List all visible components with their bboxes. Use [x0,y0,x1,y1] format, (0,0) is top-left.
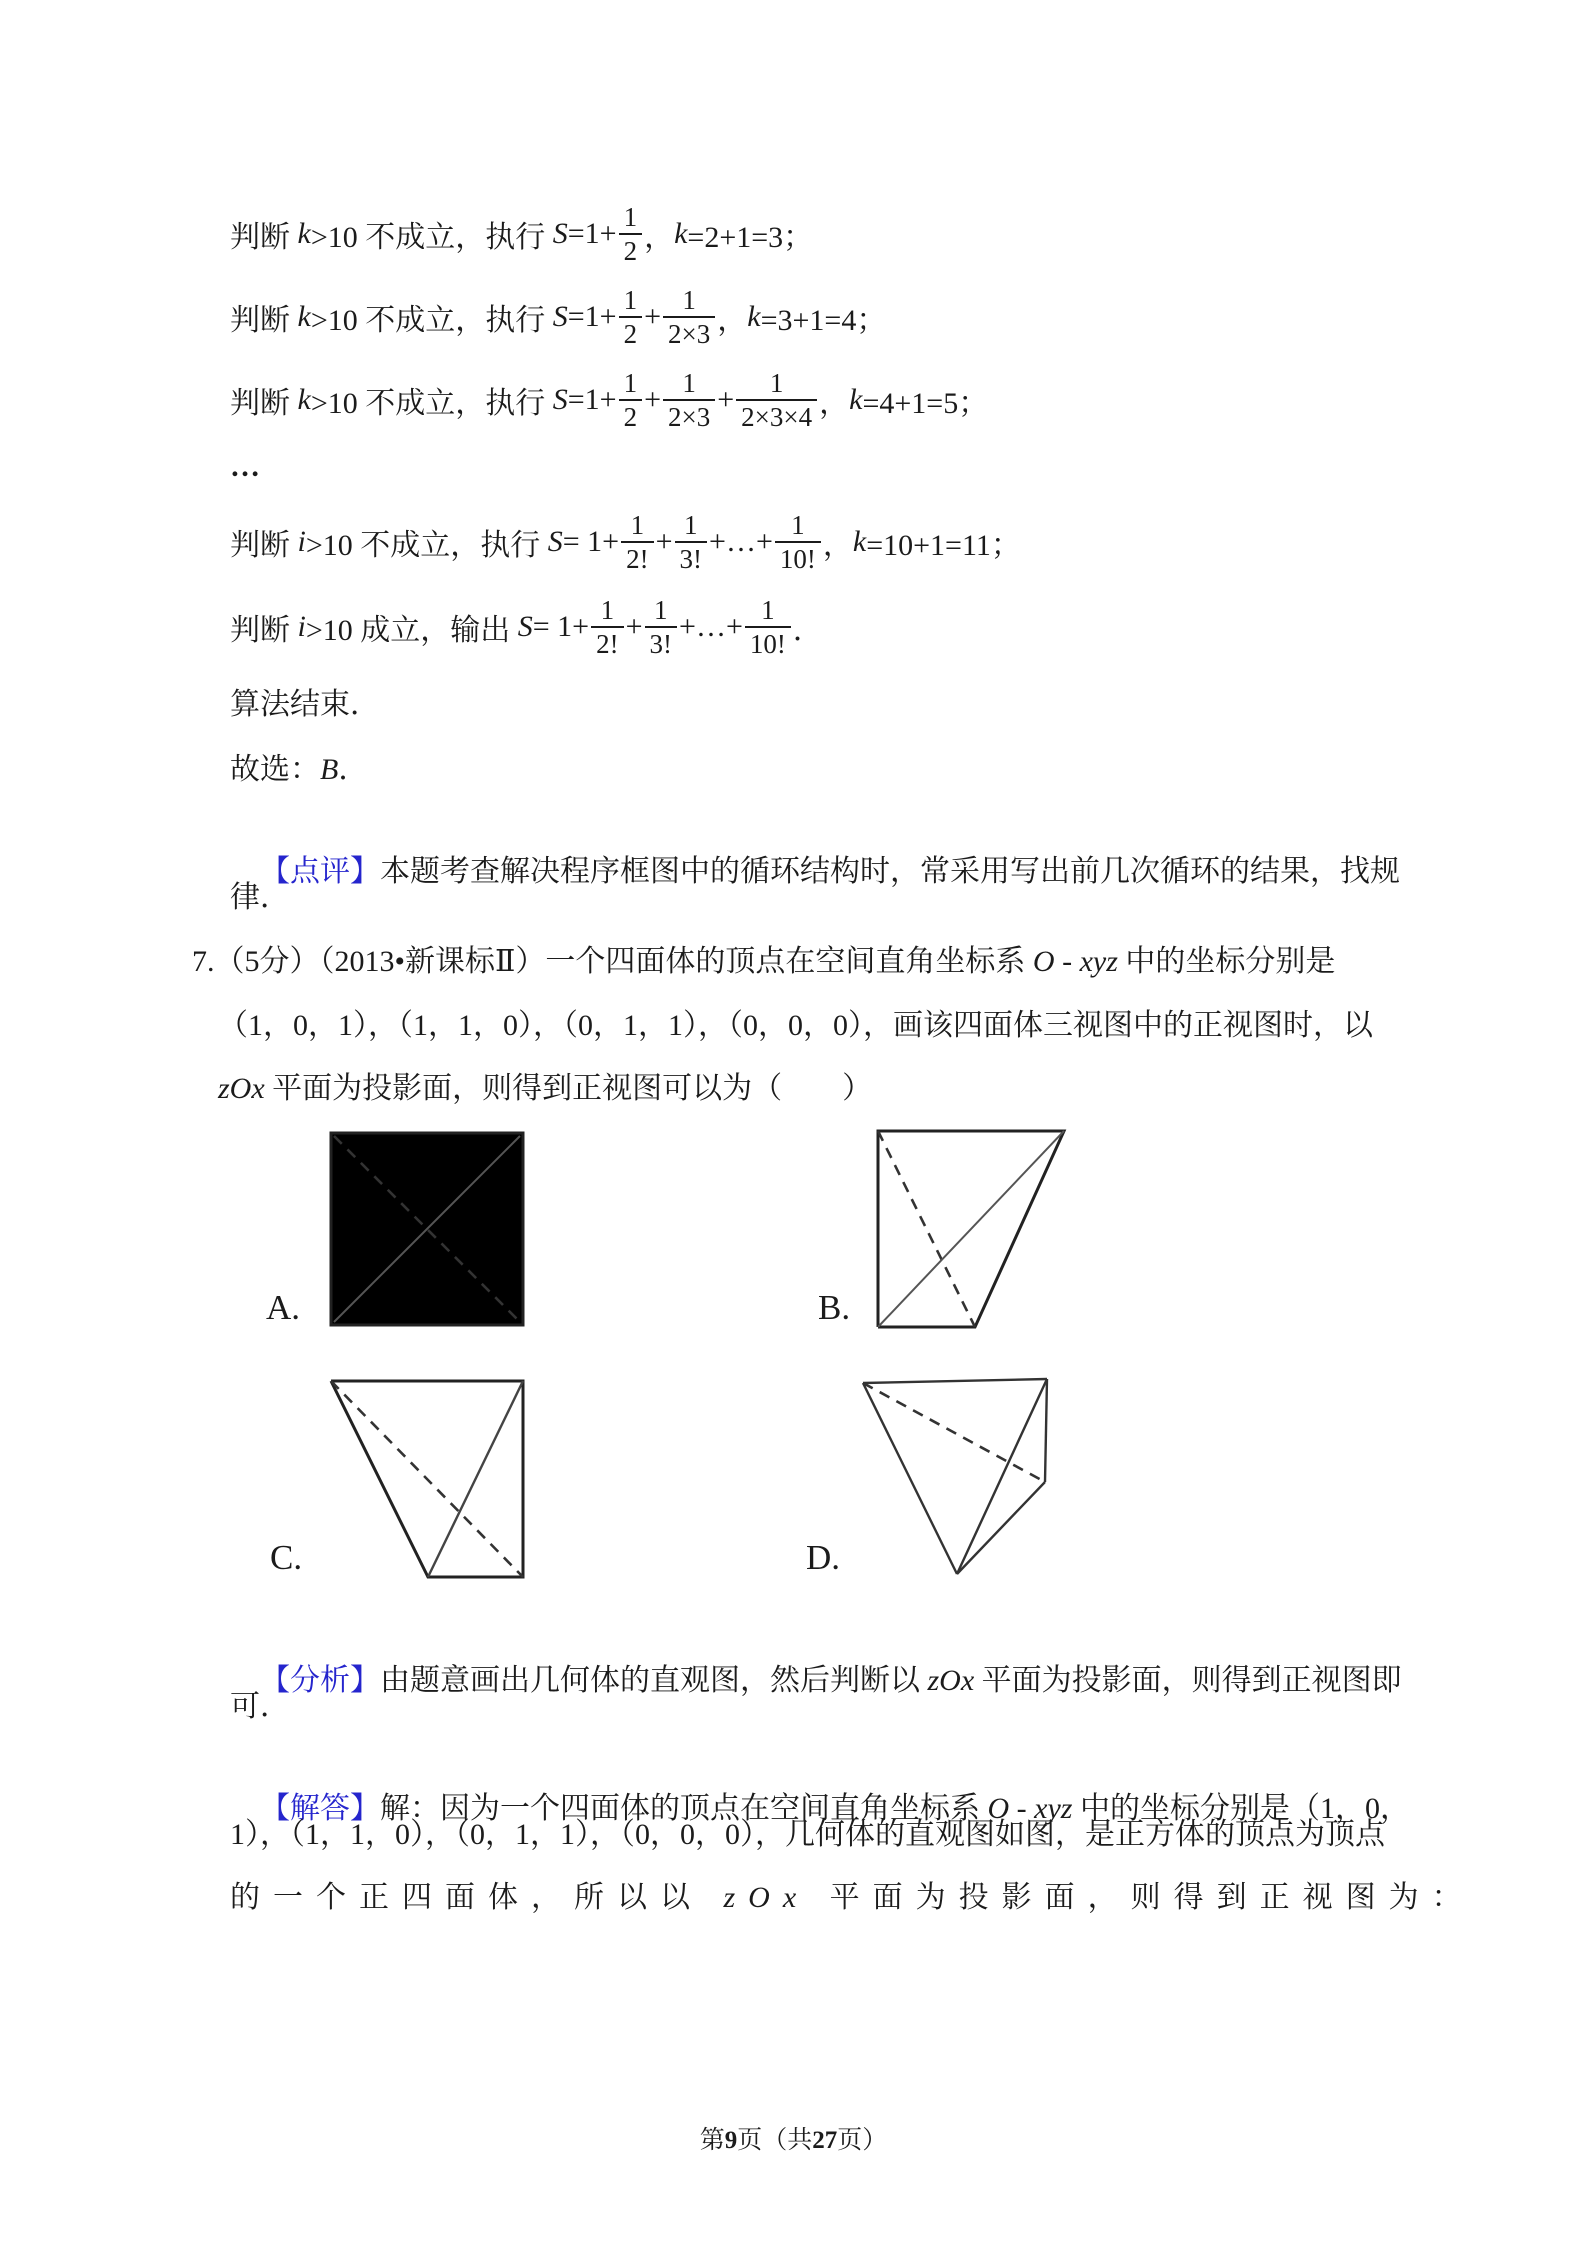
dashed-hidden-edge [863,1383,1045,1482]
algorithm-end-line: 算法结束． [230,688,380,721]
option-b-figure [875,1128,1071,1330]
option-a-label: A. [266,1288,301,1327]
answer-line-justified: 的一个正四面体，所以以 zOx 平面为投影面，则得到正视图为： [230,1881,1475,1914]
solution-step-line: 判断 k >10 不成立，执行 S =1+ $\frac{1}{2}$ ， k =2+1=3； [230,201,814,266]
answer-line-continuation: 1），（1，1，0），（0，1，1），（0，0，0），几何体的直观图如图，是正方体的顶点为顶点 [230,1818,1385,1851]
solid-diagonal [428,1381,523,1577]
solution-step-line: 判断 k >10 不成立，执行 S =1+ $\frac{1}{2}$ + $\frac{1}{2\times 3}$ + $\frac{1}{2\times 3\times 4}$ ， k =4+1=5； [230,367,989,432]
question-line: 7.（5分）（2013•新课标Ⅱ）一个四面体的顶点在空间直角坐标系 O - xyz 中的坐标分别是 [192,945,1336,978]
analysis-label: 【分析】 [260,1664,380,1697]
answer-text: 解：因为一个四面体的顶点在空间直角坐标系 O - xyz 中的坐标分别是（1，0， [380,1792,1410,1825]
left-slant-edge [863,1383,957,1574]
fraction: $\frac{1}{2\times 3}$ [663,286,715,349]
comment-label: 【点评】 [260,855,380,888]
fraction: $\frac{1}{3!}$ [645,596,678,659]
option-c-label: C. [270,1538,303,1577]
fraction: $\frac{1}{2!}$ [591,596,624,659]
solid-diagonal [878,1131,1064,1327]
lower-right-edge [957,1482,1045,1574]
option-d-label: D. [806,1538,841,1577]
answer-choice-line: 故选：B． [230,753,369,786]
fraction: $\frac{1}{10!}$ [775,511,821,574]
analysis-text: 由题意画出几何体的直观图，然后判断以 zOx 平面为投影面，则得到正视图即 [380,1664,1402,1697]
comment-line-continuation: 律． [230,881,290,914]
analysis-line [230,1624,1402,1738]
option-a-figure [328,1130,526,1328]
fraction: $\frac{1}{2\times 3}$ [663,369,715,432]
fraction: $\frac{1}{10!}$ [745,596,791,659]
solution-step-line: 判断 k >10 不成立，执行 S =1+ $\frac{1}{2}$ + $\frac{1}{2\times 3}$ ， k =3+1=4； [230,284,887,349]
solution-step-line: 判断 i >10 不成立，执行 S = 1+ $\frac{1}{2!}$ + $\frac{1}{3!}$ +…+ $\frac{1}{10!}$ ， k =10+1=11； [230,509,1021,574]
ellipsis-line: … [230,450,262,483]
fraction: $\frac{1}{2}$ [619,203,643,266]
answer-label: 【解答】 [260,1792,380,1825]
option-d-figure [858,1373,1054,1579]
fraction: $\frac{1}{2!}$ [621,511,654,574]
page-footer: 第9页（共27页） [699,2127,888,2154]
comment-text: 本题考查解决程序框图中的循环结构时，常采用写出前几次循环的结果，找规 [380,855,1400,888]
analysis-line-continuation: 可． [230,1690,290,1723]
question-line: zOx 平面为投影面，则得到正视图可以为（ ） [218,1072,873,1105]
option-b-label: B. [818,1288,851,1327]
question-line: （1，0，1），（1，1，0），（0，1，1），（0，0，0），画该四面体三视图中的正视图时，以 [218,1009,1373,1042]
top-edge [863,1379,1047,1383]
solution-step-line: 判断 i >10 成立，输出 S = 1+ $\frac{1}{2!}$ + $\frac{1}{3!}$ +…+ $\frac{1}{10!}$ ． [230,594,823,659]
fraction: $\frac{1}{2}$ [619,286,643,349]
fraction: $\frac{1}{3!}$ [675,511,708,574]
comment-line [230,815,1400,929]
option-c-figure [328,1378,526,1580]
dashed-diagonal [331,1381,523,1577]
dashed-edge [878,1131,975,1327]
fraction: $\frac{1}{2\times 3\times 4}$ [736,369,817,432]
right-edge [1045,1379,1047,1482]
fraction: $\frac{1}{2}$ [619,369,643,432]
